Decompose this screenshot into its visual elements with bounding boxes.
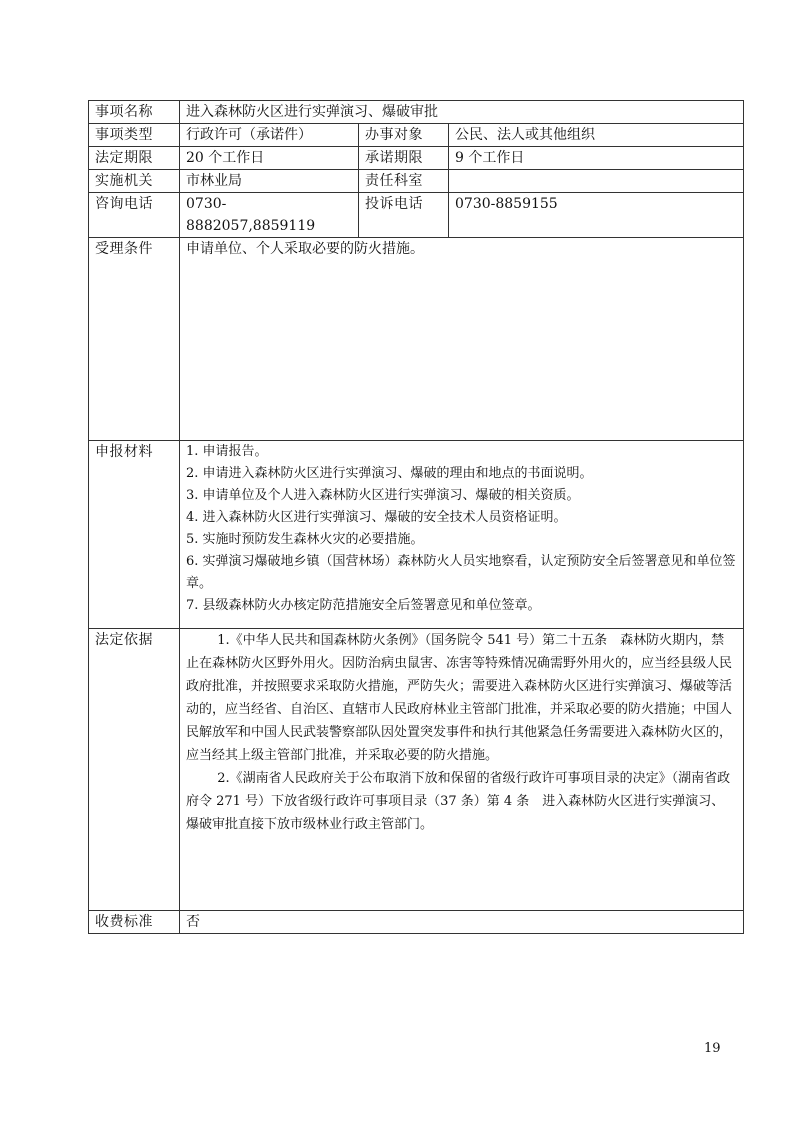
- basis-label: 法定依据: [89, 629, 180, 911]
- phone-value: 0730-8882057,8859119: [180, 193, 359, 238]
- row-conditions: [89, 238, 744, 441]
- conditions-label: 受理条件: [89, 238, 180, 441]
- material-item-3: 3. 申请单位及个人进入森林防火区进行实弹演习、爆破的相关资质。: [186, 488, 580, 503]
- basis-text: [180, 629, 744, 911]
- basis-paragraph-2: 2.《湖南省人民政府关于公布取消下放和保留的省级行政许可事项目录的决定》（湖南省政府令 271 号）下放省级行政许可事项目录（37 条）第 4 条 进入森林防火区进行实弹演习、爆破审批直接下放市级林业行政主管部门。: [186, 771, 731, 832]
- dept-label: 责任科室: [359, 170, 449, 193]
- type-value: 行政许可（承诺件）: [180, 124, 359, 147]
- name-label: 事项名称: [89, 101, 180, 124]
- target-value: 公民、法人或其他组织: [449, 124, 744, 147]
- row-limit: [89, 147, 744, 170]
- complaint-value: 0730-8859155: [449, 193, 744, 238]
- type-label: 事项类型: [89, 124, 180, 147]
- row-phone: [89, 193, 744, 238]
- basis-paragraph-1: 1.《中华人民共和国森林防火条例》（国务院令 541 号）第二十五条 森林防火期内，禁止在森林防火区野外用火。因防治病虫鼠害、冻害等特殊情况确需野外用火的，应当经县级人民政府批准，并按照要求采取防火措施，严防失火；需要进入森林防火区进行实弹演习、爆破等活动的，应当经省、自治区、直辖市人民政府林业主管部门批准，并采取必要的防火措施；中国人民解放军和中国人民武装警察部队因处置突发事件和执行其他紧急任务需要进入森林防火区的，应当经其上级主管部门批准，并采取必要的防火措施。: [186, 633, 733, 763]
- target-label: 办事对象: [359, 124, 449, 147]
- fee-label: 收费标准: [89, 911, 180, 934]
- row-type: [89, 124, 744, 147]
- row-fee: [89, 911, 744, 934]
- legal-limit-value: 20 个工作日: [180, 147, 359, 170]
- material-item-6: 6. 实弹演习爆破地乡镇（国营林场）森林防火人员实地察看，认定预防安全后签署意见和单位签章。: [186, 554, 736, 591]
- fee-value: 否: [180, 911, 744, 934]
- materials-label: 申报材料: [89, 441, 180, 629]
- materials-list: [180, 441, 744, 629]
- row-name: [89, 101, 744, 124]
- promise-limit-label: 承诺期限: [359, 147, 449, 170]
- row-agency: [89, 170, 744, 193]
- agency-value: 市林业局: [180, 170, 359, 193]
- complaint-label: 投诉电话: [359, 193, 449, 238]
- material-item-2: 2. 申请进入森林防火区进行实弹演习、爆破的理由和地点的书面说明。: [186, 466, 593, 481]
- dept-value: [449, 170, 744, 193]
- material-item-7: 7. 县级森林防火办核定防范措施安全后签署意见和单位签章。: [186, 598, 541, 613]
- promise-limit-value: 9 个工作日: [449, 147, 744, 170]
- page-number: 19: [704, 1041, 721, 1056]
- row-basis: [89, 629, 744, 911]
- approval-form-table: [88, 100, 744, 934]
- material-item-5: 5. 实施时预防发生森林火灾的必要措施。: [186, 532, 424, 547]
- material-item-4: 4. 进入森林防火区进行实弹演习、爆破的安全技术人员资格证明。: [186, 510, 567, 525]
- material-item-1: 1. 申请报告。: [186, 444, 268, 459]
- name-value: 进入森林防火区进行实弹演习、爆破审批: [180, 101, 744, 124]
- agency-label: 实施机关: [89, 170, 180, 193]
- legal-limit-label: 法定期限: [89, 147, 180, 170]
- phone-label: 咨询电话: [89, 193, 180, 238]
- conditions-value: 申请单位、个人采取必要的防火措施。: [180, 238, 744, 441]
- row-materials: [89, 441, 744, 629]
